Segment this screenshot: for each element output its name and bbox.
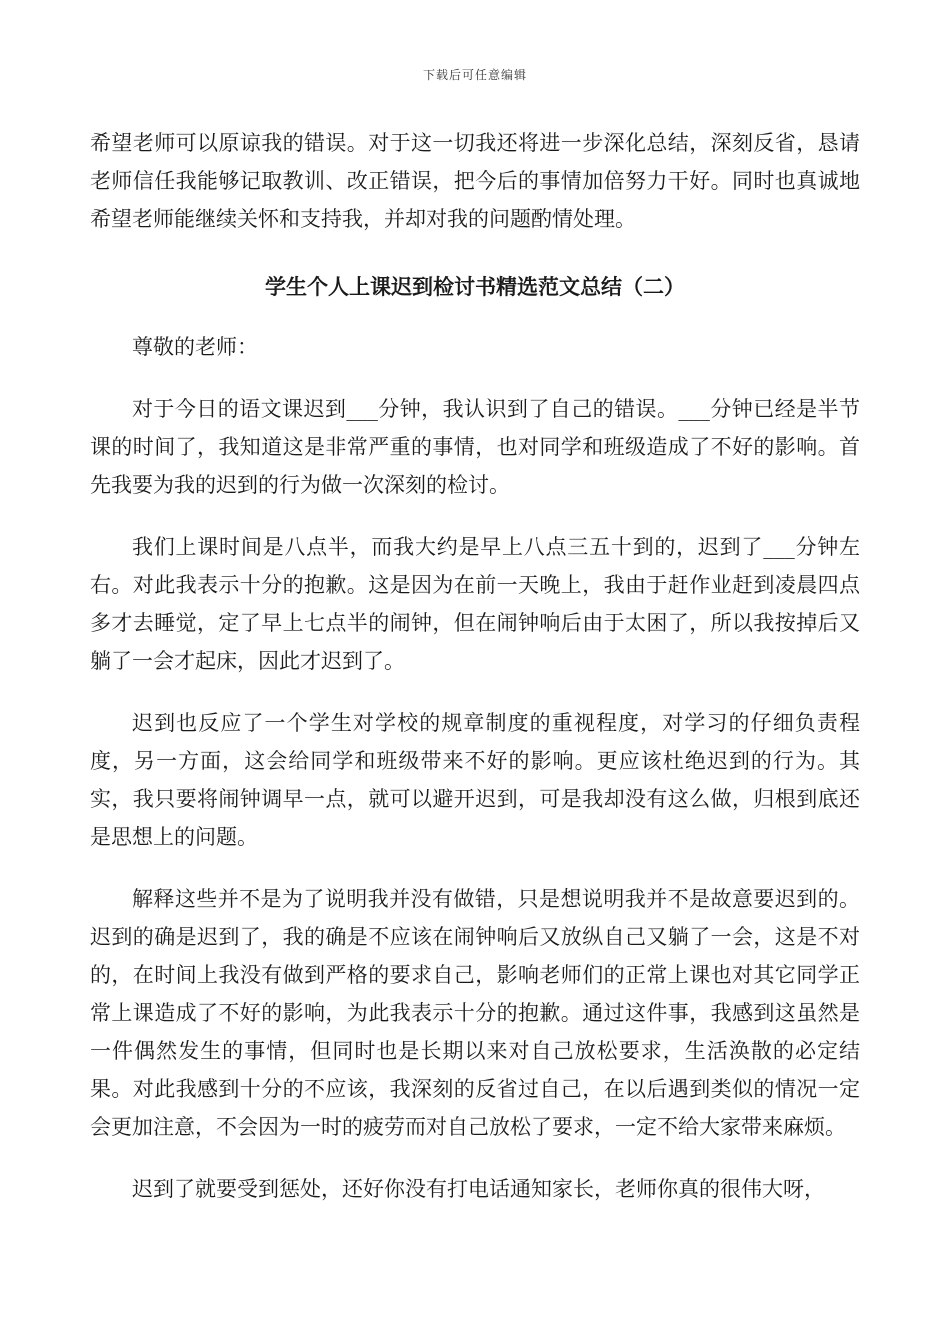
document-body [90, 124, 860, 1208]
body-paragraph: 迟到了就要受到惩处，还好你没有打电话通知家长，老师你真的很伟大呀， [132, 1177, 825, 1201]
salutation: 尊敬的老师： [132, 335, 258, 359]
body-paragraph: 对于今日的语文课迟到___分钟，我认识到了自己的错误。___分钟已经是半节课的时间了，我知道这是非常严重的事情，也对同学和班级造成了不好的影响。首先我要为我的迟到的行为做一次深刻的检讨。 [90, 397, 860, 497]
body-paragraph: 迟到也反应了一个学生对学校的规章制度的重视程度，对学习的仔细负责程度，另一方面，这会给同学和班级带来不好的影响。更应该杜绝迟到的行为。其实，我只要将闹钟调早一点，就可以避开迟到，可是我却没有这么做，归根到底还是思想上的问题。 [90, 711, 860, 849]
page-header: 下载后可任意编辑 [422, 68, 527, 82]
body-paragraph: 我们上课时间是八点半，而我大约是早上八点三五十到的，迟到了___分钟左右。对此我表示十分的抱歉。这是因为在前一天晚上，我由于赶作业赶到凌晨四点多才去睡觉，定了早上七点半的闹钟，但在闹钟响后由于太困了，所以我按掉后又躺了一会才起床，因此才迟到了。 [90, 535, 860, 673]
intro-paragraph: 希望老师可以原谅我的错误。对于这一切我还将进一步深化总结，深刻反省，恳请老师信任我能够记取教训、改正错误，把今后的事情加倍努力干好。同时也真诚地希望老师能继续关怀和支持我，并却对我的问题酌情处理。 [90, 131, 860, 231]
document-title: 学生个人上课迟到检讨书精选范文总结（二） [265, 274, 685, 299]
body-paragraph: 解释这些并不是为了说明我并没有做错，只是想说明我并不是故意要迟到的。迟到的确是迟到了，我的确是不应该在闹钟响后又放纵自己又躺了一会，这是不对的，在时间上我没有做到严格的要求自己，影响老师们的正常上课也对其它同学正常上课造成了不好的影响，为此我表示十分的抱歉。通过这件事，我感到这虽然是一件偶然发生的事情，但同时也是长期以来对自己放松要求，生活涣散的必定结果。对此我感到十分的不应该，我深刻的反省过自己，在以后遇到类似的情况一定会更加注意，不会因为一时的疲劳而对自己放松了要求，一定不给大家带来麻烦。 [90, 887, 860, 1139]
